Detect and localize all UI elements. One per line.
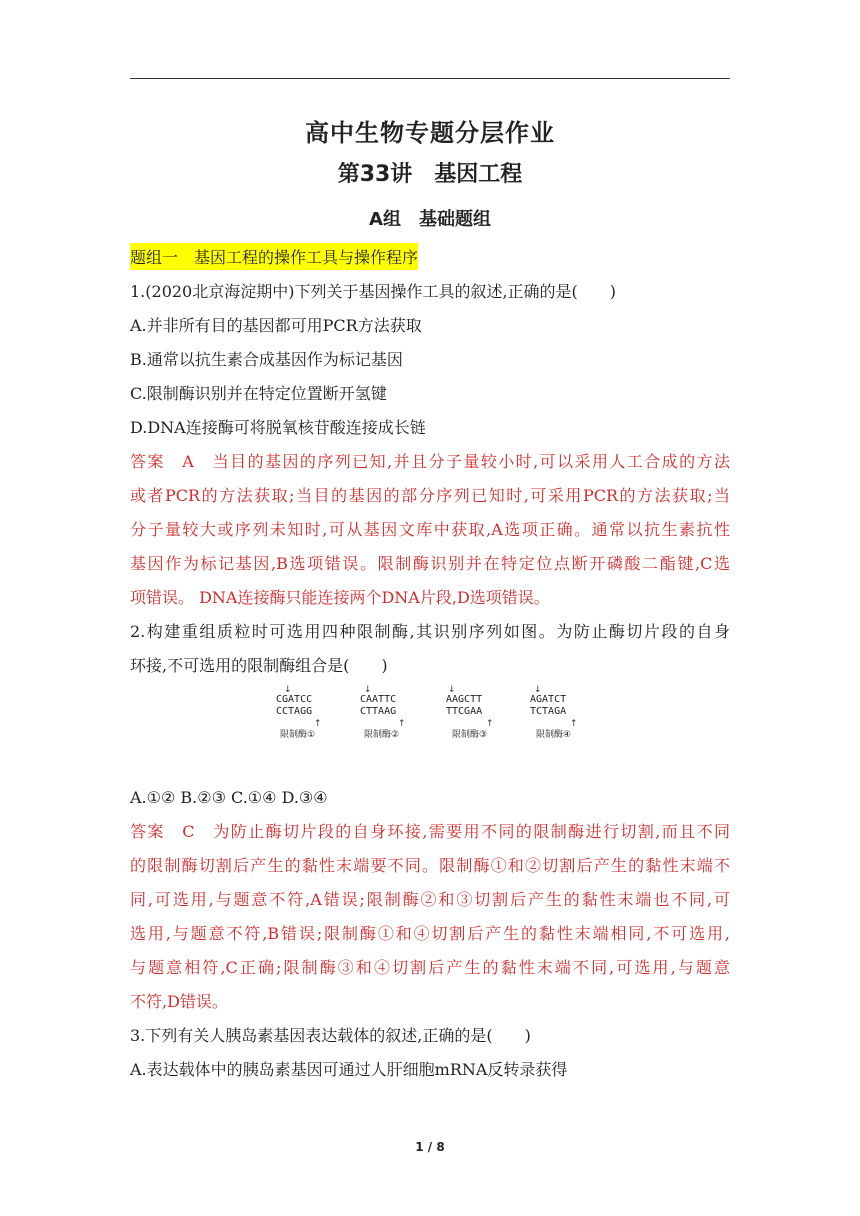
enzyme-bottom-strand: CTTAAG [360,706,397,717]
enzyme-bottom-strand: TCTAGA [530,706,567,717]
question-1-option-b: B.通常以抗生素合成基因作为标记基因 [130,350,403,369]
header-rule [130,78,730,79]
question-1-answer-line: 项错误。 DNA连接酶只能连接两个DNA片段,D选项错误。 [130,588,550,607]
enzyme-label: 限制酶② [364,730,400,740]
enzyme-arrow-down-icon: ↓ [284,685,292,695]
lecture-title: 第33讲 基因工程 [337,162,523,187]
question-1-answer-line: 基因作为标记基因,B选项错误。限制酶识别并在特定位点断开磷酸二酯键,C选 [130,554,730,573]
question-1-stem: 1.(2020北京海淀期中)下列关于基因操作工具的叙述,正确的是( ) [130,282,617,301]
enzyme-4 [530,685,578,740]
enzyme-top-strand: AGATCT [530,694,567,705]
enzyme-2 [360,685,406,740]
question-1-option-a: A.并非所有目的基因都可用PCR方法获取 [130,316,422,335]
question-1-answer-line: 分子量较大或序列未知时,可从基因文库中获取,A选项正确。通常以抗生素抗性 [130,520,730,539]
question-1-option-d: D.DNA连接酶可将脱氧核苷酸连接成长链 [130,418,426,437]
question-2-answer-line: 的限制酶切割后产生的黏性末端要不同。限制酶①和②切割后产生的黏性末端不 [130,856,730,875]
question-3-stem: 3.下列有关人胰岛素基因表达载体的叙述,正确的是( ) [130,1026,531,1045]
enzyme-arrow-down-icon: ↓ [534,685,542,695]
enzyme-top-strand: CAATTC [360,694,397,705]
question-2-answer-line: 选用,与题意不符,B错误;限制酶①和④切割后产生的黏性末端相同,不可选用, [130,924,730,943]
enzyme-arrow-up-icon: ↑ [398,719,406,729]
enzyme-top-strand: AAGCTT [446,694,483,705]
enzyme-label: 限制酶③ [452,730,488,740]
enzyme-bottom-strand: TTCGAA [446,706,483,717]
enzyme-3 [446,685,494,740]
document-title: 高中生物专题分层作业 [305,119,555,147]
question-2-answer-line: 答案 C 为防止酶切片段的自身环接,需要用不同的限制酶进行切割,而且不同 [130,822,730,841]
enzyme-1 [276,685,322,740]
enzyme-arrow-up-icon: ↑ [570,719,578,729]
question-1-answer-line: 答案 A 当目的基因的序列已知,并且分子量较小时,可以采用人工合成的方法 [130,452,730,471]
enzyme-arrow-up-icon: ↑ [486,719,494,729]
question-2-stem-line: 2.构建重组质粒时可选用四种限制酶,其识别序列如图。为防止酶切片段的自身 [130,622,730,641]
enzyme-arrow-up-icon: ↑ [314,719,322,729]
question-1-answer-line: 或者PCR的方法获取;当目的基因的部分序列已知时,可采用PCR的方法获取;当 [130,486,730,505]
enzyme-arrow-down-icon: ↓ [448,685,456,695]
restriction-enzyme-figure [270,684,590,744]
enzyme-bottom-strand: CCTAGG [276,706,313,717]
page-number: 1 / 8 [415,1140,445,1154]
question-2-answer-line: 同,可选用,与题意不符,A错误;限制酶②和③切割后产生的黏性末端也不同,可 [130,890,730,909]
enzyme-top-strand: CGATCC [276,694,313,705]
question-3-option-a: A.表达载体中的胰岛素基因可通过人肝细胞mRNA反转录获得 [130,1060,568,1079]
question-2-options: A.①② B.②③ C.①④ D.③④ [130,788,328,807]
enzyme-label: 限制酶④ [536,730,572,740]
question-1-option-c: C.限制酶识别并在特定位置断开氢键 [130,384,387,403]
group-title: A组 基础题组 [369,209,491,230]
question-2-answer-line: 与题意相符,C正确;限制酶③和④切割后产生的黏性末端不同,可选用,与题意 [130,958,730,977]
enzyme-label: 限制酶① [280,730,316,740]
section-heading: 题组一 基因工程的操作工具与操作程序 [130,243,418,270]
question-2-answer-line: 不符,D错误。 [130,992,228,1011]
question-2-stem-line: 环接,不可选用的限制酶组合是( ) [130,656,388,675]
enzyme-arrow-down-icon: ↓ [364,685,372,695]
